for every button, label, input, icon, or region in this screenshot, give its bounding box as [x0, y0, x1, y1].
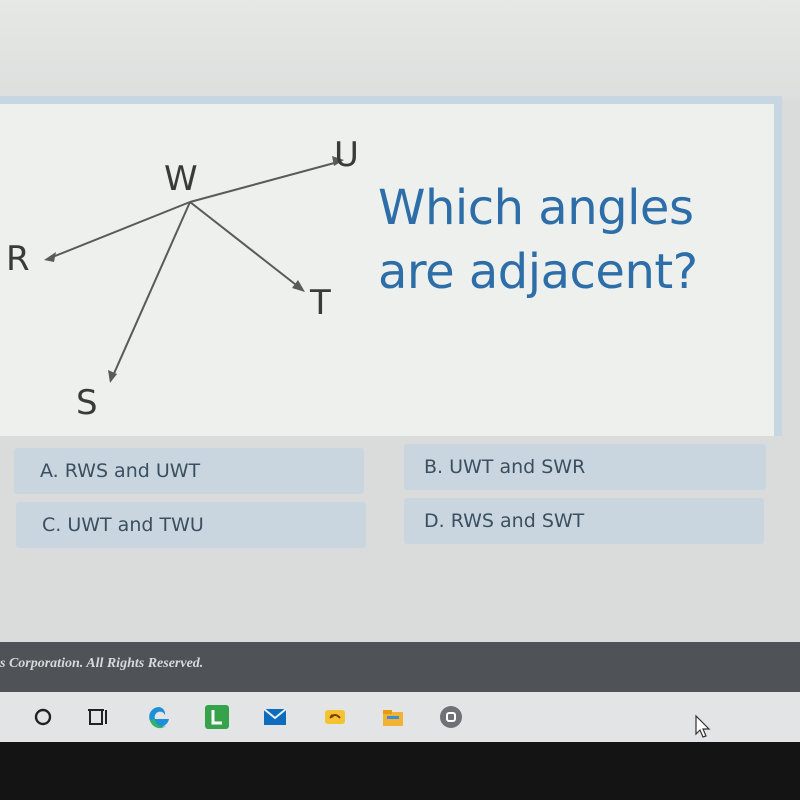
ray-wu [190, 162, 338, 202]
question-text [378, 176, 758, 304]
question-line-2: are adjacent? [378, 244, 698, 300]
app-icon[interactable] [322, 704, 348, 730]
arrow-r [44, 252, 56, 262]
point-label-u: U [334, 135, 359, 175]
lexia-icon[interactable] [204, 704, 230, 730]
taskbar [0, 692, 800, 742]
edge-icon[interactable] [146, 704, 172, 730]
answer-option-d[interactable]: D. RWS and SWT [404, 498, 764, 544]
file-explorer-icon[interactable] [380, 704, 406, 730]
mail-icon[interactable] [262, 704, 288, 730]
point-label-w: W [164, 159, 198, 199]
point-label-t: T [310, 283, 331, 323]
question-line-1: Which angles [378, 180, 694, 236]
monitor-bezel [0, 742, 800, 800]
angle-diagram [0, 96, 380, 436]
answer-choices [0, 440, 800, 560]
answer-option-a[interactable]: A. RWS and UWT [14, 448, 364, 494]
mouse-cursor-icon [694, 714, 712, 740]
footer-bar [0, 642, 800, 692]
point-label-r: R [6, 239, 30, 279]
copyright-text: s Corporation. All Rights Reserved. [0, 656, 204, 671]
page-background [0, 0, 800, 100]
ray-wt [190, 202, 300, 288]
arrow-t [292, 280, 305, 292]
answer-option-c[interactable]: C. UWT and TWU [16, 502, 366, 548]
record-icon[interactable] [438, 704, 464, 730]
point-label-s: S [76, 383, 98, 423]
search-circle-icon[interactable] [30, 704, 56, 730]
answer-option-b[interactable]: B. UWT and SWR [404, 444, 766, 490]
task-view-icon[interactable] [86, 704, 112, 730]
